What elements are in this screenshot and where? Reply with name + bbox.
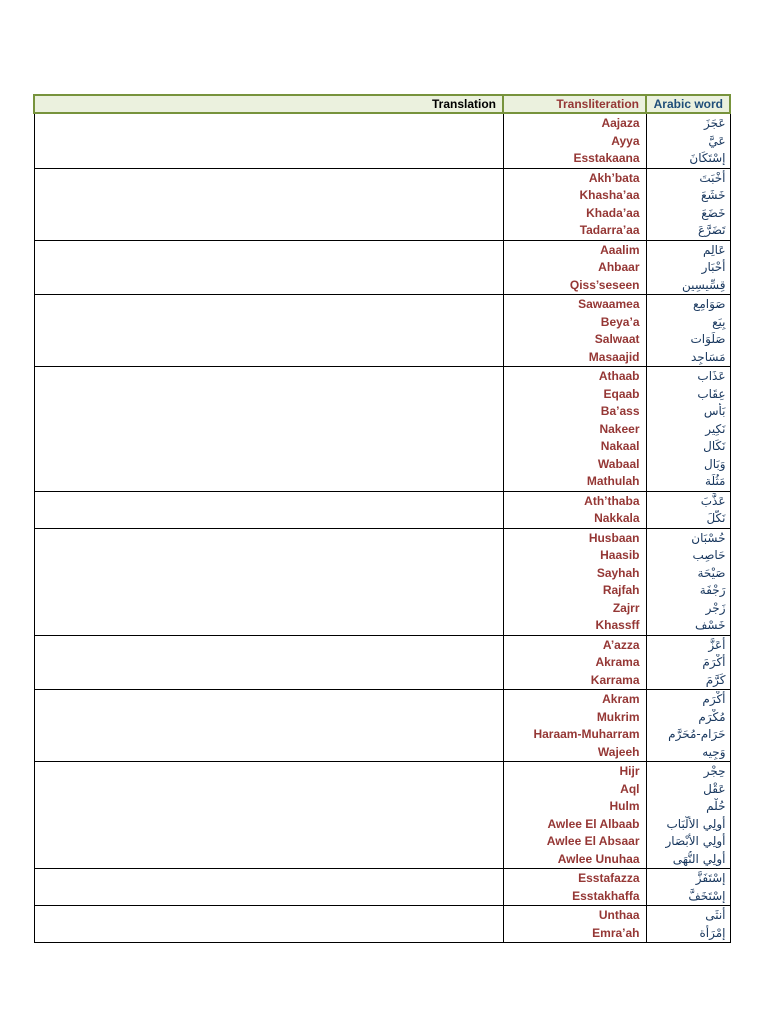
arabic-word-text: إسْتَكَانَ <box>689 151 726 165</box>
transliteration-text: Haasib <box>600 548 640 562</box>
header-arabic-word: Arabic word <box>646 95 730 113</box>
arabic-word-text: عَيَّ <box>708 133 726 148</box>
transliteration-text: Awlee El Albaab <box>547 816 640 831</box>
vocabulary-table <box>33 94 731 943</box>
word-group-row <box>34 240 730 295</box>
transliteration-cell <box>503 367 646 492</box>
translation-cell <box>34 528 503 635</box>
arabic-word-text: رَجْفَة <box>699 583 726 597</box>
transliteration-text: Awlee El Absaar <box>546 834 640 848</box>
word-group-row <box>34 762 730 869</box>
arabic-word-text: نَكِير <box>705 421 726 436</box>
arabic-word-text: صَوَامِع <box>692 297 726 311</box>
transliteration-text: Masaajid <box>588 349 640 364</box>
translation-cell <box>34 906 503 943</box>
arabic-word-text: أُولِي النُّهَى <box>672 851 726 866</box>
transliteration-cell <box>503 635 646 690</box>
word-group-row <box>34 491 730 528</box>
arabic-word-text: أُولِي الأَبْصَار <box>665 834 726 848</box>
word-group-row <box>34 168 730 240</box>
word-group-row <box>34 367 730 492</box>
word-group-row <box>34 528 730 635</box>
vocabulary-body <box>34 113 730 943</box>
arabic-word-text: أَكْرَمَ <box>702 655 726 669</box>
arabic-word-text: أَعَزَّ <box>708 637 726 652</box>
transliteration-text: Sayhah <box>596 565 640 580</box>
transliteration-text: Ba’ass <box>600 404 640 418</box>
arabic-word-text: وَجِيه <box>702 744 726 759</box>
arabic-word-text: إمْرَأَة <box>699 925 726 940</box>
transliteration-text: Khassff <box>595 618 640 632</box>
arabic-word-text: حَاصِب <box>692 548 726 562</box>
transliteration-text: Beya’a <box>600 314 640 329</box>
arabic-word-text: خَضَعَ <box>701 205 726 220</box>
transliteration-text: Esstakaana <box>573 151 640 165</box>
transliteration-text: Akh’bata <box>588 170 640 185</box>
transliteration-text: Ath’thaba <box>584 493 640 508</box>
arabic-word-cell <box>646 528 730 635</box>
arabic-word-text: مُكْرَم <box>698 709 726 724</box>
translation-cell <box>34 690 503 762</box>
arabic-word-cell <box>646 690 730 762</box>
arabic-word-text: أَحْبَار <box>701 260 726 274</box>
transliteration-text: Awlee Unuhaa <box>557 851 640 866</box>
arabic-word-text: وَبَال <box>703 456 726 471</box>
arabic-word-cell <box>646 240 730 295</box>
transliteration-text: Zajrr <box>612 600 640 615</box>
arabic-word-text: قِسِّيسِين <box>681 277 726 292</box>
arabic-word-text: صَلَوَات <box>690 332 726 346</box>
word-group-row <box>34 906 730 943</box>
arabic-word-text: كَرَّمَ <box>705 672 726 687</box>
arabic-word-cell <box>646 168 730 240</box>
transliteration-text: Karrama <box>590 672 640 687</box>
transliteration-text: Khasha’aa <box>579 188 640 202</box>
word-group-row <box>34 113 730 168</box>
arabic-word-text: عِقَاب <box>697 386 726 401</box>
transliteration-text: Ahbaar <box>598 260 640 274</box>
header-translation: Translation <box>34 95 503 113</box>
arabic-word-text: أَخْبَتَ <box>699 170 726 185</box>
transliteration-cell <box>503 168 646 240</box>
transliteration-text: Qiss’seseen <box>569 277 640 292</box>
transliteration-text: Husbaan <box>588 530 640 545</box>
header-row <box>34 95 730 113</box>
arabic-word-text: حُلْم <box>706 799 726 813</box>
arabic-word-text: تَضَرَّعَ <box>697 223 726 237</box>
transliteration-text: Ayya <box>611 133 640 148</box>
transliteration-text: Tadarra’aa <box>579 223 640 237</box>
transliteration-text: Unthaa <box>598 908 640 922</box>
word-group-row <box>34 295 730 367</box>
arabic-word-cell <box>646 762 730 869</box>
translation-cell <box>34 762 503 869</box>
arabic-word-text: حِجْر <box>703 764 726 778</box>
transliteration-text: Nakaal <box>600 439 640 453</box>
arabic-word-text: زَجْر <box>705 600 726 615</box>
word-group-row <box>34 869 730 906</box>
transliteration-text: Nakeer <box>599 421 640 436</box>
arabic-word-text: نَكَال <box>703 439 726 453</box>
arabic-word-text: نَكَّلَ <box>706 511 726 525</box>
transliteration-cell <box>503 690 646 762</box>
arabic-word-text: عَالِم <box>703 242 726 257</box>
transliteration-text: Akrama <box>595 655 640 669</box>
transliteration-text: Mukrim <box>596 709 640 724</box>
arabic-word-cell <box>646 906 730 943</box>
translation-cell <box>34 491 503 528</box>
transliteration-cell <box>503 869 646 906</box>
arabic-word-text: عَذَّبَ <box>700 493 726 508</box>
transliteration-text: Eqaab <box>603 386 640 401</box>
word-group-row <box>34 690 730 762</box>
transliteration-text: Sawaamea <box>578 297 640 311</box>
vocabulary-sheet <box>33 94 729 943</box>
header-transliteration: Transliteration <box>503 95 646 113</box>
transliteration-text: Hijr <box>619 764 640 778</box>
arabic-word-text: عَذَاب <box>697 369 726 383</box>
translation-cell <box>34 367 503 492</box>
translation-cell <box>34 869 503 906</box>
arabic-word-text: بَأْس <box>703 404 726 418</box>
transliteration-text: Emra’ah <box>592 925 640 940</box>
arabic-word-text: أُولِي الأَلْبَاب <box>666 816 726 831</box>
transliteration-text: Akram <box>602 692 640 706</box>
arabic-word-text: أُنثَى <box>705 908 726 922</box>
transliteration-text: Haraam-Muharram <box>533 727 640 741</box>
arabic-word-text: حَرَام-مُحَرَّم <box>668 727 726 741</box>
arabic-word-text: مَثُلَة <box>705 474 726 488</box>
arabic-word-text: إسْتَخَفَّ <box>688 888 726 903</box>
transliteration-text: A’azza <box>602 637 640 652</box>
transliteration-cell <box>503 528 646 635</box>
transliteration-text: Wajeeh <box>597 744 640 759</box>
transliteration-text: Mathulah <box>586 474 640 488</box>
transliteration-text: Hulm <box>609 799 640 813</box>
transliteration-text: Esstakhaffa <box>572 888 640 903</box>
transliteration-cell <box>503 113 646 168</box>
arabic-word-text: عَقْل <box>703 781 726 796</box>
transliteration-cell <box>503 491 646 528</box>
transliteration-text: Aajaza <box>601 116 640 130</box>
arabic-word-cell <box>646 295 730 367</box>
translation-cell <box>34 113 503 168</box>
translation-cell <box>34 168 503 240</box>
arabic-word-cell <box>646 491 730 528</box>
arabic-word-text: حُسْبَان <box>691 530 726 545</box>
arabic-word-text: إسْتَفَزَّ <box>695 871 726 885</box>
transliteration-text: Rajfah <box>602 583 640 597</box>
transliteration-text: Athaab <box>598 369 640 383</box>
arabic-word-text: بِيَع <box>712 314 726 329</box>
translation-cell <box>34 295 503 367</box>
arabic-word-text: صَيْحَة <box>697 565 726 580</box>
arabic-word-cell <box>646 635 730 690</box>
arabic-word-text: خَسْف <box>694 618 726 632</box>
transliteration-cell <box>503 295 646 367</box>
word-group-row <box>34 635 730 690</box>
transliteration-text: Nakkala <box>594 511 640 525</box>
transliteration-text: Khada’aa <box>586 205 640 220</box>
translation-cell <box>34 240 503 295</box>
transliteration-text: Salwaat <box>594 332 640 346</box>
transliteration-text: Wabaal <box>597 456 640 471</box>
transliteration-text: Aql <box>620 781 640 796</box>
transliteration-cell <box>503 906 646 943</box>
transliteration-cell <box>503 240 646 295</box>
transliteration-text: Aaalim <box>600 242 640 257</box>
arabic-word-text: عَجَزَ <box>703 116 726 130</box>
arabic-word-cell <box>646 869 730 906</box>
arabic-word-text: خَشَعَ <box>700 188 726 202</box>
translation-cell <box>34 635 503 690</box>
arabic-word-text: أَكْرَم <box>702 692 726 706</box>
arabic-word-cell <box>646 367 730 492</box>
arabic-word-text: مَسَاجِد <box>690 349 726 364</box>
transliteration-cell <box>503 762 646 869</box>
arabic-word-cell <box>646 113 730 168</box>
transliteration-text: Esstafazza <box>578 871 640 885</box>
